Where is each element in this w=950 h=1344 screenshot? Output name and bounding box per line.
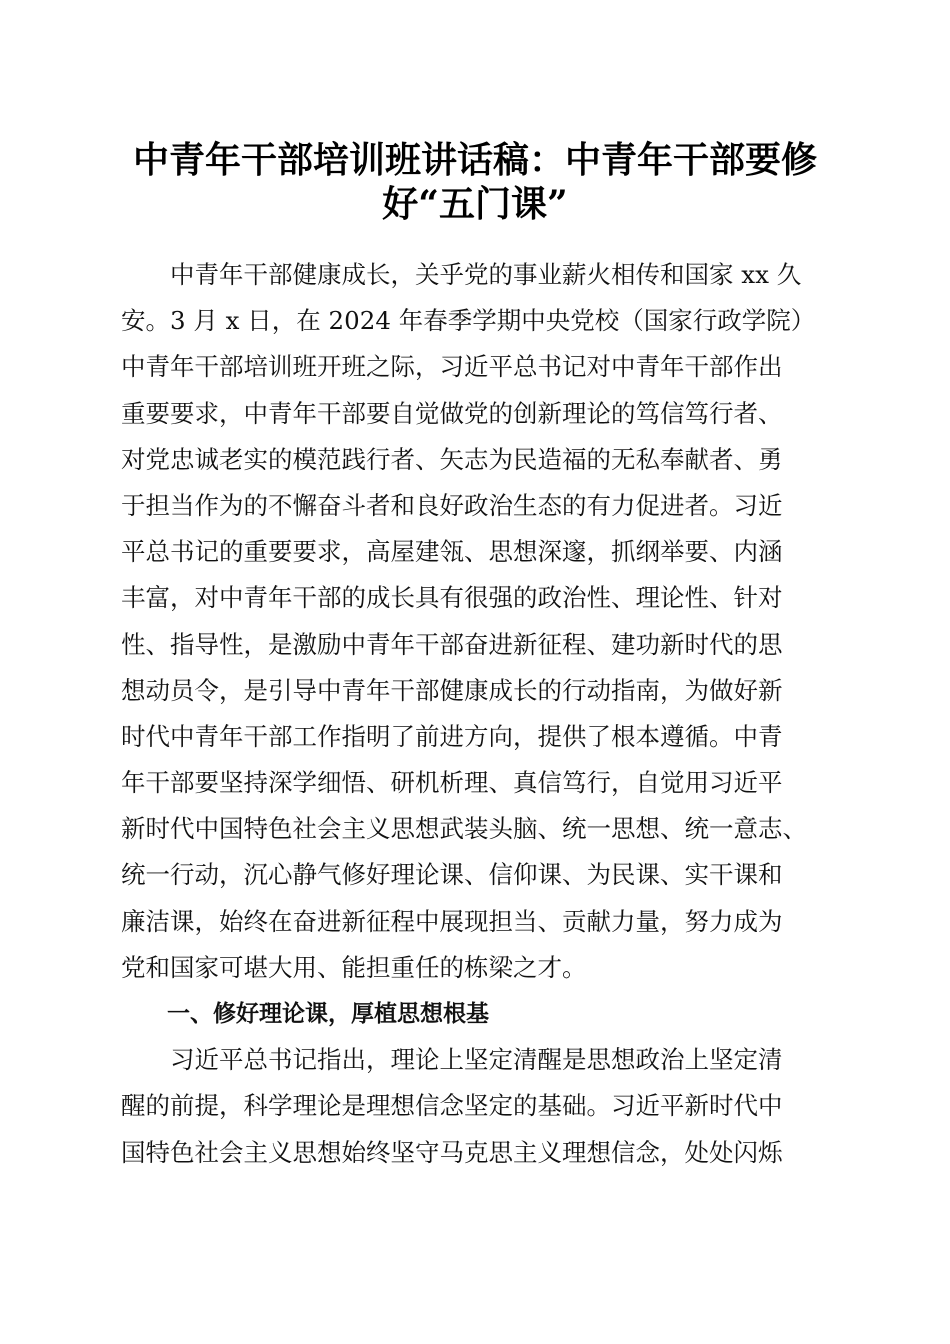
body-line: 中青年干部健康成长，关乎党的事业薪火相传和国家 xx 久 xyxy=(121,260,802,289)
section-line: 醒的前提，科学理论是理想信念坚定的基础。习近平新时代中 xyxy=(121,1091,783,1121)
body-line: 想动员令，是引导中青年干部健康成长的行动指南，为做好新 xyxy=(121,675,783,705)
body-line: 时代中青年干部工作指明了前进方向，提供了根本遵循。中青 xyxy=(121,721,783,751)
body-line: 平总书记的重要要求，高屋建瓴、思想深邃，抓纲举要、内涵 xyxy=(121,537,783,567)
body-line: 年干部要坚持深学细悟、研机析理、真信笃行，自觉用习近平 xyxy=(121,768,783,798)
body-line: 党和国家可堪大用、能担重任的栋梁之才。 xyxy=(121,952,587,982)
body-line: 对党忠诚老实的模范践行者、矢志为民造福的无私奉献者、勇 xyxy=(121,444,783,474)
document-title xyxy=(120,138,830,226)
body-line: 性、指导性，是激励中青年干部奋进新征程、建功新时代的思 xyxy=(121,629,783,659)
title-line-1: 中青年干部培训班讲话稿：中青年干部要修 xyxy=(132,139,817,181)
body-line: 廉洁课，始终在奋进新征程中展现担当、贡献力量，努力成为 xyxy=(121,906,783,936)
body-line: 中青年干部培训班开班之际，习近平总书记对中青年干部作出 xyxy=(121,352,783,382)
section-line: 习近平总书记指出，理论上坚定清醒是思想政治上坚定清 xyxy=(121,1045,783,1075)
body-line: 新时代中国特色社会主义思想武装头脑、统一思想、统一意志、 xyxy=(121,814,807,844)
section-heading: 一、修好理论课，厚植思想根基 xyxy=(121,1001,489,1027)
body-line: 于担当作为的不懈奋斗者和良好政治生态的有力促进者。习近 xyxy=(121,490,783,520)
document-body xyxy=(121,252,831,1176)
body-line: 统一行动，沉心静气修好理论课、信仰课、为民课、实干课和 xyxy=(121,860,783,890)
body-line: 安。3 月 x 日，在 2024 年春季学期中央党校（国家行政学院） xyxy=(121,306,816,336)
title-line-2: 好“五门课” xyxy=(382,183,568,225)
body-line: 重要要求，中青年干部要自觉做党的创新理论的笃信笃行者、 xyxy=(121,398,783,428)
section-line: 国特色社会主义思想始终坚守马克思主义理想信念，处处闪烁 xyxy=(121,1137,783,1167)
body-line: 丰富，对中青年干部的成长具有很强的政治性、理论性、针对 xyxy=(121,583,783,613)
